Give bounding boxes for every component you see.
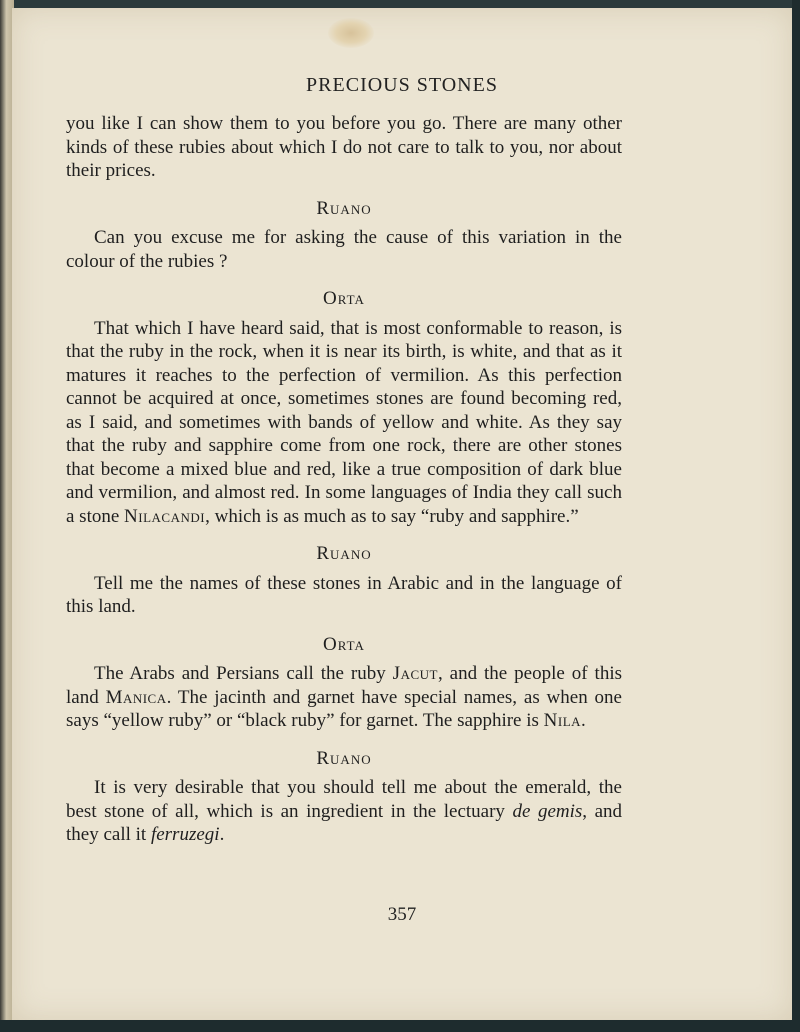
text-run: . bbox=[581, 710, 586, 731]
paragraph bbox=[66, 112, 622, 183]
speaker-heading: Ruano bbox=[316, 747, 372, 769]
speaker-heading: Orta bbox=[323, 633, 365, 655]
italic-term: ferruzegi bbox=[150, 824, 220, 845]
paragraph bbox=[66, 226, 622, 273]
text-run: It is very desirable that you should tell me about the emerald, the best stone of all, which is an ingredient in the lectuary bbox=[66, 777, 622, 822]
speaker-heading: Orta bbox=[323, 288, 365, 309]
paragraph bbox=[66, 572, 622, 619]
running-head: PRECIOUS STONES bbox=[306, 74, 498, 96]
speaker-heading: Ruano bbox=[316, 197, 372, 219]
paragraph bbox=[66, 776, 622, 847]
text-run: Tell me the names of these stones in Arabic and in the language of this land. bbox=[66, 572, 622, 617]
small-caps-term: Nila bbox=[543, 710, 582, 731]
text-run: , which is as much as to say “ruby and sapphire.” bbox=[205, 505, 579, 527]
book-page bbox=[12, 8, 792, 1020]
scan-border-right bbox=[792, 0, 800, 1032]
text-run: . bbox=[219, 824, 225, 845]
text-run: , and the people of this land bbox=[66, 663, 622, 708]
page-stain-ornament bbox=[328, 18, 374, 48]
text-run: . The jacinth and garnet have special names, as when one says “yellow ruby” or “black ruby” for garnet. The sapphire is bbox=[66, 686, 622, 731]
paragraph bbox=[66, 662, 622, 733]
text-run: Can you excuse me for asking the cause of this variation in the colour of the rubies ? bbox=[66, 227, 622, 272]
text-run: The Arabs and Persians call the ruby bbox=[94, 663, 393, 684]
italic-term: de gemis bbox=[512, 800, 583, 822]
small-caps-term: Jacut bbox=[392, 663, 438, 684]
page-text bbox=[66, 112, 622, 847]
speaker-heading: Ruano bbox=[316, 543, 372, 564]
text-run: That which I have heard said, that is most conformable to reason, is that the ruby in the rock, when it is near its birth, is white, and that as it matures it reaches to the perfection of vermilion. As this perfection cannot be acquired at once, sometimes stones are found becoming red, as I said, and sometimes with bands of yellow and white. As they say that the ruby and sapphire come from one rock, there are other stones that become a mixed blue and red, like a true composition of dark blue and vermilion, and almost red. In some languages of India they call such a stone bbox=[66, 317, 622, 527]
page-number: 357 bbox=[387, 904, 417, 925]
text-run: , and they call it bbox=[66, 800, 623, 845]
scan-border-bottom bbox=[0, 1020, 800, 1032]
text-run: you like I can show them to you before you go. There are many other kinds of these rubies about which I do not care to talk to you, nor about their prices. bbox=[66, 113, 622, 181]
small-caps-term: Nilacandi bbox=[124, 505, 206, 527]
paragraph bbox=[66, 317, 622, 529]
small-caps-term: Manica bbox=[105, 686, 167, 708]
